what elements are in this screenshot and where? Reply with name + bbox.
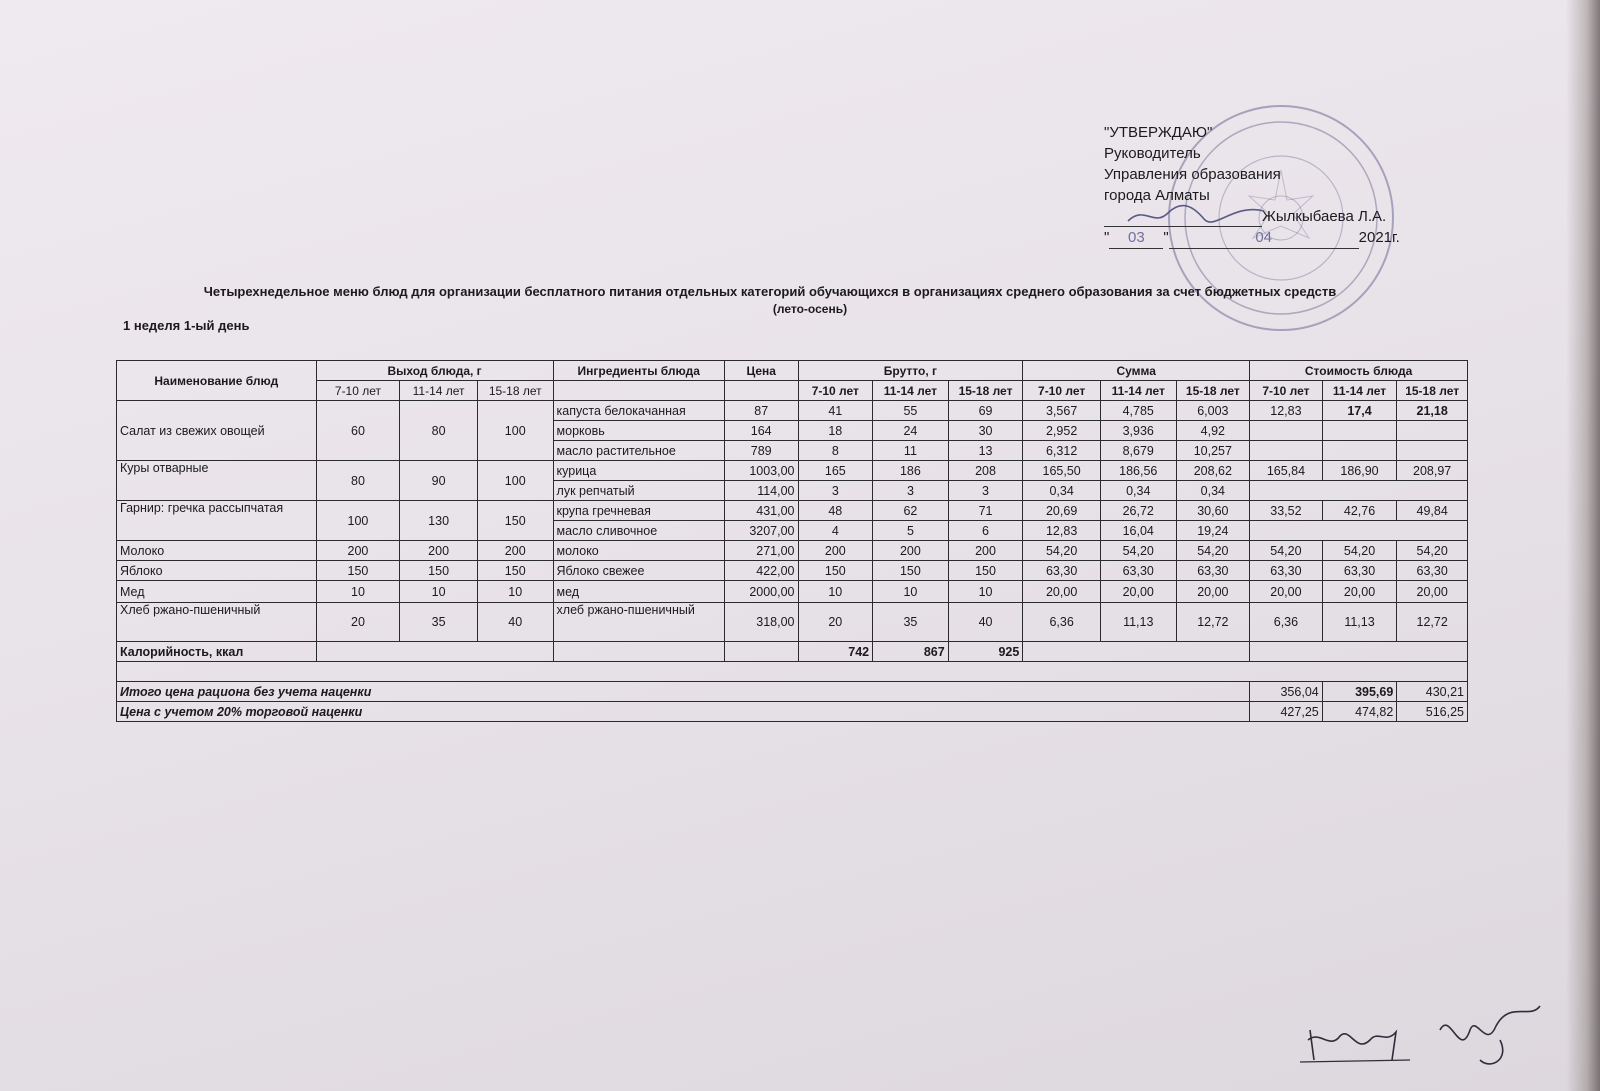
table-row: [117, 461, 1468, 481]
cost-empty: [1397, 441, 1468, 461]
markup-value: 427,25: [1250, 702, 1323, 722]
header-sum-age-15-18: 15-18 лет: [1176, 381, 1250, 401]
approval-date: " 03 " 04 2021г.: [1104, 227, 1424, 249]
markup-value: 516,25: [1397, 702, 1468, 722]
brutto-value: 200: [798, 541, 873, 561]
markup-row: [117, 702, 1468, 722]
calories-value: 925: [948, 642, 1023, 662]
brutto-value: 69: [948, 401, 1023, 421]
ingredient-price: 1003,00: [724, 461, 798, 481]
cost-empty: [1322, 421, 1397, 441]
sum-value: 16,04: [1100, 521, 1176, 541]
sum-value: 54,20: [1023, 541, 1101, 561]
date-month: 04: [1169, 227, 1359, 249]
sum-value: 20,00: [1023, 581, 1101, 603]
sum-value: 8,679: [1100, 441, 1176, 461]
calories-empty: [724, 642, 798, 662]
ingredient-name: Яблоко свежее: [553, 561, 724, 581]
header-output-age-11-14: 11-14 лет: [400, 381, 478, 401]
brutto-value: 150: [948, 561, 1023, 581]
table-row: [117, 541, 1468, 561]
brutto-value: 20: [798, 603, 873, 642]
sum-value: 63,30: [1176, 561, 1250, 581]
total-value: 430,21: [1397, 682, 1468, 702]
ingredient-price: 3207,00: [724, 521, 798, 541]
approval-department: Управления образования: [1104, 166, 1281, 183]
output-value: 150: [400, 561, 478, 581]
approval-heading: "УТВЕРЖДАЮ": [1104, 124, 1213, 141]
ingredient-price: 164: [724, 421, 798, 441]
output-value: 200: [477, 541, 553, 561]
total-row: [117, 682, 1468, 702]
header-cost-age-11-14: 11-14 лет: [1322, 381, 1397, 401]
header-sum-age-11-14: 11-14 лет: [1100, 381, 1176, 401]
sum-value: 0,34: [1176, 481, 1250, 501]
sum-value: 63,30: [1100, 561, 1176, 581]
brutto-value: 150: [798, 561, 873, 581]
header-output: Выход блюда, г: [316, 361, 553, 381]
markup-value: 474,82: [1322, 702, 1397, 722]
ingredient-price: 271,00: [724, 541, 798, 561]
brutto-value: 150: [873, 561, 949, 581]
output-value: 100: [316, 501, 400, 541]
dish-name: Салат из свежих овощей: [117, 401, 317, 461]
brutto-value: 71: [948, 501, 1023, 521]
output-value: 60: [316, 401, 400, 461]
sum-value: 20,00: [1176, 581, 1250, 603]
output-value: 100: [477, 401, 553, 461]
header-ingredients: Ингредиенты блюда: [553, 361, 724, 381]
ingredient-name: масло растительное: [553, 441, 724, 461]
cost-value: 20,00: [1397, 581, 1468, 603]
header-output-age-7-10: 7-10 лет: [316, 381, 400, 401]
cost-value: 208,97: [1397, 461, 1468, 481]
sum-value: 19,24: [1176, 521, 1250, 541]
cost-value: 6,36: [1250, 603, 1323, 642]
brutto-value: 18: [798, 421, 873, 441]
output-value: 40: [477, 603, 553, 642]
brutto-value: 186: [873, 461, 949, 481]
brutto-value: 11: [873, 441, 949, 461]
brutto-value: 30: [948, 421, 1023, 441]
header-sum: Сумма: [1023, 361, 1250, 381]
cost-empty: [1250, 521, 1468, 541]
day-label: 1 неделя 1-ый день: [123, 318, 250, 333]
cost-empty: [1250, 481, 1468, 501]
approval-signer-line: [1104, 206, 1424, 227]
header-empty-ingredients: [553, 381, 724, 401]
dish-name: Хлеб ржано-пшеничный: [117, 603, 317, 642]
header-price: Цена: [724, 361, 798, 381]
sum-value: 11,13: [1100, 603, 1176, 642]
markup-label: Цена с учетом 20% торговой наценки: [117, 702, 1250, 722]
cost-empty: [1250, 441, 1323, 461]
output-value: 150: [477, 561, 553, 581]
cost-value: 33,52: [1250, 501, 1323, 521]
cost-value: 165,84: [1250, 461, 1323, 481]
sum-value: 54,20: [1100, 541, 1176, 561]
paper-edge-shadow: [1566, 0, 1600, 1091]
sum-value: 12,72: [1176, 603, 1250, 642]
output-value: 130: [400, 501, 478, 541]
ingredient-price: 2000,00: [724, 581, 798, 603]
table-row: [117, 603, 1468, 642]
signer-name: Жылкыбаева Л.А.: [1262, 208, 1387, 225]
total-value: 356,04: [1250, 682, 1323, 702]
brutto-value: 10: [798, 581, 873, 603]
cost-value: 54,20: [1397, 541, 1468, 561]
sum-value: 0,34: [1023, 481, 1101, 501]
calories-row: [117, 642, 1468, 662]
output-value: 80: [316, 461, 400, 501]
ingredient-name: лук репчатый: [553, 481, 724, 501]
brutto-value: 165: [798, 461, 873, 481]
brutto-value: 3: [798, 481, 873, 501]
brutto-value: 41: [798, 401, 873, 421]
ingredient-name: курица: [553, 461, 724, 481]
dish-name: Яблоко: [117, 561, 317, 581]
dish-name: Куры отварные: [117, 461, 317, 501]
signature-line: [1104, 211, 1262, 227]
ingredient-price: 87: [724, 401, 798, 421]
header-brutto-age-11-14: 11-14 лет: [873, 381, 949, 401]
sum-value: 2,952: [1023, 421, 1101, 441]
sum-value: 20,69: [1023, 501, 1101, 521]
sum-value: 6,312: [1023, 441, 1101, 461]
dish-name: Гарнир: гречка рассыпчатая: [117, 501, 317, 541]
cost-value: 20,00: [1250, 581, 1323, 603]
brutto-value: 13: [948, 441, 1023, 461]
cost-value: 12,72: [1397, 603, 1468, 642]
cost-value: 20,00: [1322, 581, 1397, 603]
calories-value: 867: [873, 642, 949, 662]
output-value: 200: [316, 541, 400, 561]
brutto-value: 200: [948, 541, 1023, 561]
calories-label: Калорийность, ккал: [117, 642, 317, 662]
document-subtitle: (лето-осень): [772, 302, 848, 316]
brutto-value: 208: [948, 461, 1023, 481]
brutto-value: 40: [948, 603, 1023, 642]
header-brutto: Брутто, г: [798, 361, 1023, 381]
cost-value: 186,90: [1322, 461, 1397, 481]
header-dish: Наименование блюд: [117, 361, 317, 401]
sum-value: 54,20: [1176, 541, 1250, 561]
ingredient-price: 431,00: [724, 501, 798, 521]
cost-value: 12,83: [1250, 401, 1323, 421]
sum-value: 26,72: [1100, 501, 1176, 521]
brutto-value: 24: [873, 421, 949, 441]
brutto-value: 4: [798, 521, 873, 541]
sum-value: 4,785: [1100, 401, 1176, 421]
cost-value: 49,84: [1397, 501, 1468, 521]
header-brutto-age-7-10: 7-10 лет: [798, 381, 873, 401]
output-value: 80: [400, 401, 478, 461]
brutto-value: 6: [948, 521, 1023, 541]
table-row: [117, 401, 1468, 421]
cost-value: 17,4: [1322, 401, 1397, 421]
brutto-value: 8: [798, 441, 873, 461]
output-value: 150: [316, 561, 400, 581]
ingredient-name: крупа гречневая: [553, 501, 724, 521]
calories-value: 742: [798, 642, 873, 662]
ingredient-name: молоко: [553, 541, 724, 561]
header-empty-price: [724, 381, 798, 401]
sum-value: 3,936: [1100, 421, 1176, 441]
output-value: 100: [477, 461, 553, 501]
ingredient-price: 318,00: [724, 603, 798, 642]
sum-value: 6,003: [1176, 401, 1250, 421]
output-value: 90: [400, 461, 478, 501]
output-value: 10: [477, 581, 553, 603]
header-brutto-age-15-18: 15-18 лет: [948, 381, 1023, 401]
sum-value: 6,36: [1023, 603, 1101, 642]
cost-empty: [1250, 421, 1323, 441]
cost-value: 11,13: [1322, 603, 1397, 642]
table-row: [117, 581, 1468, 603]
spacer-row: [117, 662, 1468, 682]
spacer-cell: [117, 662, 1468, 682]
approval-block: [1104, 122, 1424, 249]
header-row-1: [117, 361, 1468, 381]
sum-value: 186,56: [1100, 461, 1176, 481]
table-row: [117, 561, 1468, 581]
menu-table: [116, 360, 1468, 722]
sum-value: 20,00: [1100, 581, 1176, 603]
cost-value: 54,20: [1250, 541, 1323, 561]
total-label: Итого цена рациона без учета наценки: [117, 682, 1250, 702]
table-row: [117, 501, 1468, 521]
date-year: 2021г.: [1358, 229, 1400, 246]
calories-empty: [1250, 642, 1468, 662]
ingredient-price: 422,00: [724, 561, 798, 581]
ingredient-name: хлеб ржано-пшеничный: [553, 603, 724, 642]
calories-empty: [1023, 642, 1250, 662]
brutto-value: 10: [873, 581, 949, 603]
header-row-2: [117, 381, 1468, 401]
ingredient-price: 789: [724, 441, 798, 461]
brutto-value: 55: [873, 401, 949, 421]
sum-value: 3,567: [1023, 401, 1101, 421]
brutto-value: 35: [873, 603, 949, 642]
cost-empty: [1397, 421, 1468, 441]
cost-empty: [1322, 441, 1397, 461]
sum-value: 0,34: [1100, 481, 1176, 501]
output-value: 10: [316, 581, 400, 603]
brutto-value: 62: [873, 501, 949, 521]
approval-position: Руководитель: [1104, 145, 1201, 162]
cost-value: 63,30: [1250, 561, 1323, 581]
sum-value: 63,30: [1023, 561, 1101, 581]
sum-value: 10,257: [1176, 441, 1250, 461]
ingredient-name: мед: [553, 581, 724, 603]
ingredient-price: 114,00: [724, 481, 798, 501]
brutto-value: 10: [948, 581, 1023, 603]
cost-value: 21,18: [1397, 401, 1468, 421]
calories-empty: [316, 642, 553, 662]
ingredient-name: масло сливочное: [553, 521, 724, 541]
ingredient-name: морковь: [553, 421, 724, 441]
sum-value: 208,62: [1176, 461, 1250, 481]
dish-name: Молоко: [117, 541, 317, 561]
cost-value: 63,30: [1322, 561, 1397, 581]
brutto-value: 3: [873, 481, 949, 501]
brutto-value: 5: [873, 521, 949, 541]
header-cost-age-15-18: 15-18 лет: [1397, 381, 1468, 401]
handwritten-signature: [1124, 201, 1274, 227]
brutto-value: 3: [948, 481, 1023, 501]
cost-value: 63,30: [1397, 561, 1468, 581]
sum-value: 30,60: [1176, 501, 1250, 521]
dish-name: Мед: [117, 581, 317, 603]
sum-value: 4,92: [1176, 421, 1250, 441]
brutto-value: 200: [873, 541, 949, 561]
bottom-handwritten-signatures: [1300, 1000, 1560, 1080]
output-value: 20: [316, 603, 400, 642]
cost-value: 42,76: [1322, 501, 1397, 521]
ingredient-name: капуста белокачанная: [553, 401, 724, 421]
header-output-age-15-18: 15-18 лет: [477, 381, 553, 401]
sum-value: 165,50: [1023, 461, 1101, 481]
total-value: 395,69: [1322, 682, 1397, 702]
date-day: 03: [1109, 227, 1163, 249]
header-sum-age-7-10: 7-10 лет: [1023, 381, 1101, 401]
calories-empty: [553, 642, 724, 662]
cost-value: 54,20: [1322, 541, 1397, 561]
output-value: 200: [400, 541, 478, 561]
output-value: 35: [400, 603, 478, 642]
document-title: Четырехнедельное меню блюд для организации бесплатного питания отдельных категорий обучающихся в организациях среднего образования за счет бюджетных средств: [203, 284, 1337, 299]
sum-value: 12,83: [1023, 521, 1101, 541]
header-cost-age-7-10: 7-10 лет: [1250, 381, 1323, 401]
approval-city: города Алматы: [1104, 187, 1210, 204]
output-value: 150: [477, 501, 553, 541]
output-value: 10: [400, 581, 478, 603]
header-cost: Стоимость блюда: [1250, 361, 1468, 381]
brutto-value: 48: [798, 501, 873, 521]
